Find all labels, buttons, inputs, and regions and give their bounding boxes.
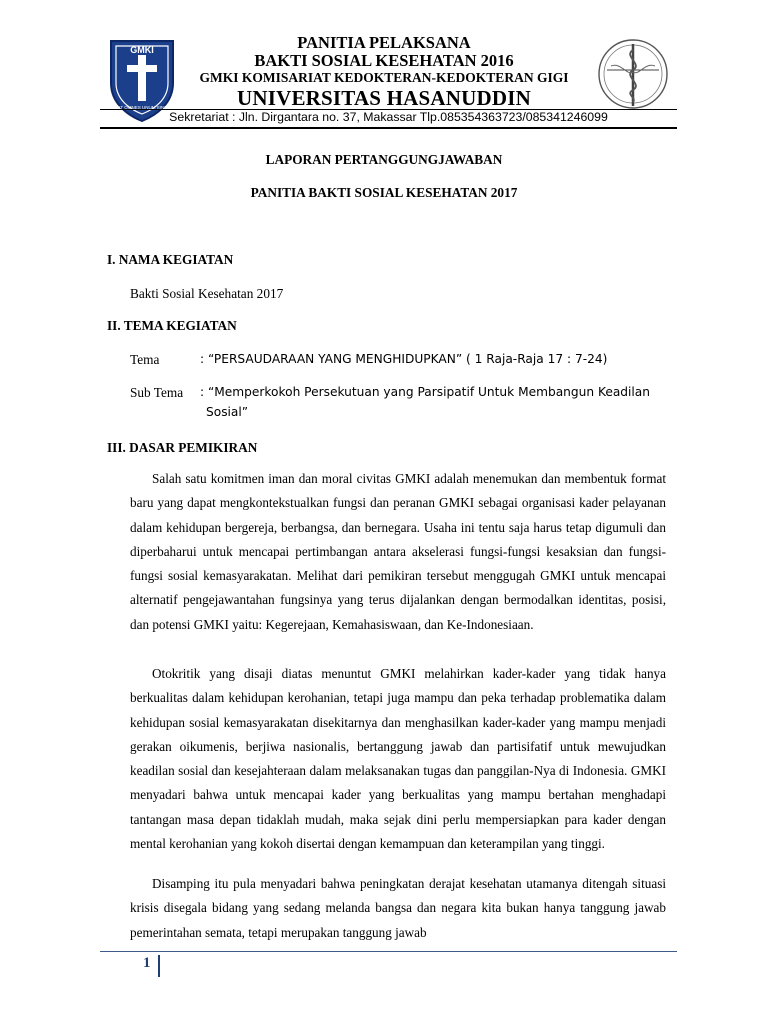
tema-value: : “PERSAUDARAAN YANG MENGHIDUPKAN” ( 1 Raja-Raja 17 : 7-24) — [200, 352, 608, 366]
letterhead-bottom-rule — [100, 127, 677, 129]
section-1-value: Bakti Sosial Kesehatan 2017 — [130, 286, 284, 301]
subtema-label: Sub Tema — [130, 385, 184, 400]
report-title-2: PANITIA BAKTI SOSIAL KESEHATAN 2017 — [250, 185, 518, 200]
section-1-heading: I. NAMA KEGIATAN — [107, 252, 234, 267]
page-number: 1 — [143, 955, 151, 971]
letterhead-university: UNIVERSITAS HASANUDDIN — [237, 86, 531, 110]
letterhead-line-3: GMKI KOMISARIAT KEDOKTERAN-KEDOKTERAN GIGI — [199, 70, 569, 85]
logo-label: GMKI — [130, 45, 154, 55]
logo-motto: UT OMNES UNUM SINT — [117, 105, 167, 110]
section-3-heading: III. DASAR PEMIKIRAN — [107, 440, 258, 455]
subtema-value-line-1: : “Memperkokoh Persekutuan yang Parsipatif Untuk Membangun Keadilan — [200, 385, 651, 399]
report-title-1: LAPORAN PERTANGGUNGJAWABAN — [265, 152, 503, 167]
page-number-divider — [158, 955, 160, 977]
section-2-heading: II. TEMA KEGIATAN — [107, 318, 237, 333]
subtema-value-line-2: Sosial” — [206, 405, 249, 419]
footer-rule — [100, 951, 677, 952]
paragraph-1: Salah satu komitmen iman dan moral civitas GMKI adalah menemukan dan membentuk format baru yang dapat mengkontekstualkan fungsi dan peranan GMKI sebagai organisasi kader pelayanan dalam kehidupan bergereja, berbangsa, dan bernegara. Usaha ini tentu saja harus tetap digumuli dan diperbaharui untuk mencapai pertimbangan antara akselerasi fungsi-fungsi kesaksian dan fungsi-fungsi sosial kemasyarakatan. Melihat dari pemikiran tersebut menggugah GMKI untuk mencapai alternatif pengejawantahan fungsinya yang terus dijalankan dengan bermodalkan identitas, posisi, dan potensi GMKI yaitu: Kegerejaan, Kemahasiswaan, dan Ke-Indonesiaan. — [130, 471, 666, 632]
tema-label: Tema — [130, 352, 160, 367]
letterhead-line-2: BAKTI SOSIAL KESEHATAN 2016 — [254, 51, 514, 70]
paragraph-2: Otokritik yang disaji diatas menuntut GMKI melahirkan kader-kader yang tidak hanya berkualitas dalam kehidupan kerohanian, tetapi juga mampu dan peka terhadap problematika dalam kehidupan sosial kemasyarakatan disekitarnya dan menghasilkan kader-kader yang mampu menjadi gerakan oikumenis, berjiwa nasionalis, bertanggung jawab dan partisifatif untuk mewujudkan keadilan sosial dan kesejahteraan dalam melaksanakan tugas dan panggilan-Nya di Indonesia. GMKI menyadari bahwa untuk mencapai kader yang berkualitas yang mampu bertahan menghadapi tantangan masa depan tidaklah mudah, maka sejak dini perlu mempersiapkan para kader dengan mental kerohanian yang kokoh disertai dengan kemampuan dan keterampilan yang tinggi. — [130, 666, 666, 852]
letterhead-line-1: PANITIA PELAKSANA — [297, 33, 471, 52]
letterhead-address: Sekretariat : Jln. Dirgantara no. 37, Makassar Tlp.085354363723/085341246099 — [169, 110, 608, 124]
paragraph-3: Disamping itu pula menyadari bahwa peningkatan derajat kesehatan utamanya ditengah situasi krisis disegala bidang yang sedang melanda bangsa dan negara kita bukan hanya tanggung jawab pemerintahan semata, tetapi merupakan tanggung jawab — [130, 876, 666, 940]
